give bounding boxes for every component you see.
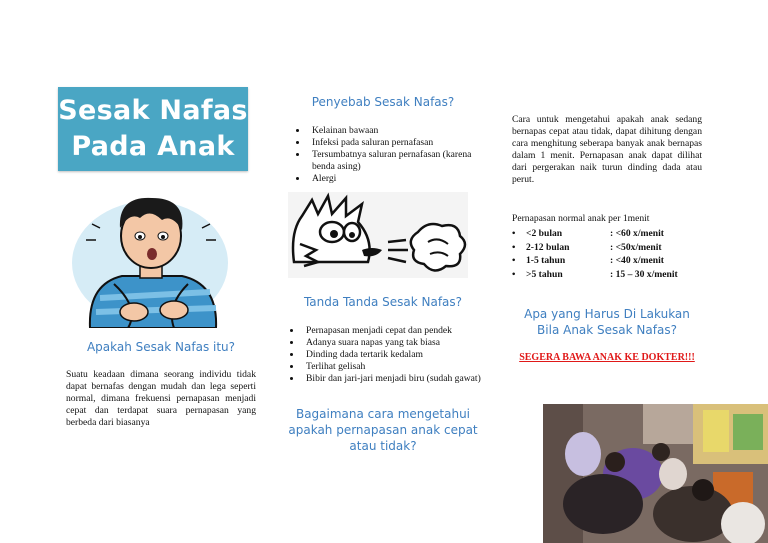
boy-illustration: [70, 188, 232, 328]
list-item: • Pernapasan menjadi cepat dan pendek: [302, 325, 492, 337]
list-item: • Dinding dada tertarik kedalam: [302, 349, 492, 361]
list-item: • 2-12 bulan : <50x/menit: [512, 241, 662, 253]
cough-illustration: [288, 192, 468, 278]
rates-list: [512, 227, 707, 281]
classroom-photo: [543, 404, 768, 543]
list-item: • Bibir dan jari-jari menjadi biru (sudah gawat): [302, 373, 492, 385]
rates-intro: Pernapasan normal anak per 1menit: [512, 213, 650, 224]
how-heading: Bagaimana cara mengetahui apakah pernapasan anak cepat atau tidak?: [288, 407, 478, 453]
list-item: • 1-5 tahun : <40 x/menit: [512, 255, 664, 266]
title-line-2: Pada Anak: [71, 131, 235, 162]
list-item: • Kelainan bawaan: [308, 125, 488, 137]
what-to-do-heading: Apa yang Harus Di Lakukan Bila Anak Sesak Nafas?: [524, 307, 690, 337]
title-box: [58, 87, 248, 171]
list-item: • Tersumbatnya saluran pernafasan (karena benda asing): [308, 149, 488, 173]
how-paragraph: Cara untuk mengetahui apakah anak sedang bernapas cepat atau tidak, dapat dihitung dengan cara menghitung seberapa banyak anak bernapas dalam 1 menit. Pernapasan anak dapat dilihat dari pergerakan naik turun dinding dada atau perut.: [512, 114, 702, 185]
list-item: • Adanya suara napas yang tak biasa: [302, 337, 492, 349]
what-is-heading: Apakah Sesak Nafas itu?: [86, 340, 236, 354]
list-item: • Alergi: [308, 173, 488, 185]
list-item: • <2 bulan : <60 x/menit: [512, 228, 664, 239]
list-item: • Terlihat gelisah: [302, 361, 492, 373]
alert-text: SEGERA BAWA ANAK KE DOKTER!!!: [519, 352, 695, 363]
causes-list: [288, 125, 488, 185]
title-line-1: Sesak Nafas: [58, 95, 248, 126]
signs-list: [282, 325, 492, 385]
list-item: • Infeksi pada saluran pernafasan: [308, 137, 488, 149]
list-item: • >5 tahun : 15 – 30 x/menit: [512, 268, 678, 280]
what-is-paragraph: Suatu keadaan dimana seorang individu tidak dapat bernafas dengan mudah dan lega seperti normal, dimana frekuensi pernapasan menjadi cepat dan terdapat suara pernapasan yang berbeda dari biasanya: [66, 369, 256, 428]
causes-heading: Penyebab Sesak Nafas?: [311, 95, 455, 109]
signs-heading: Tanda Tanda Sesak Nafas?: [303, 295, 463, 309]
